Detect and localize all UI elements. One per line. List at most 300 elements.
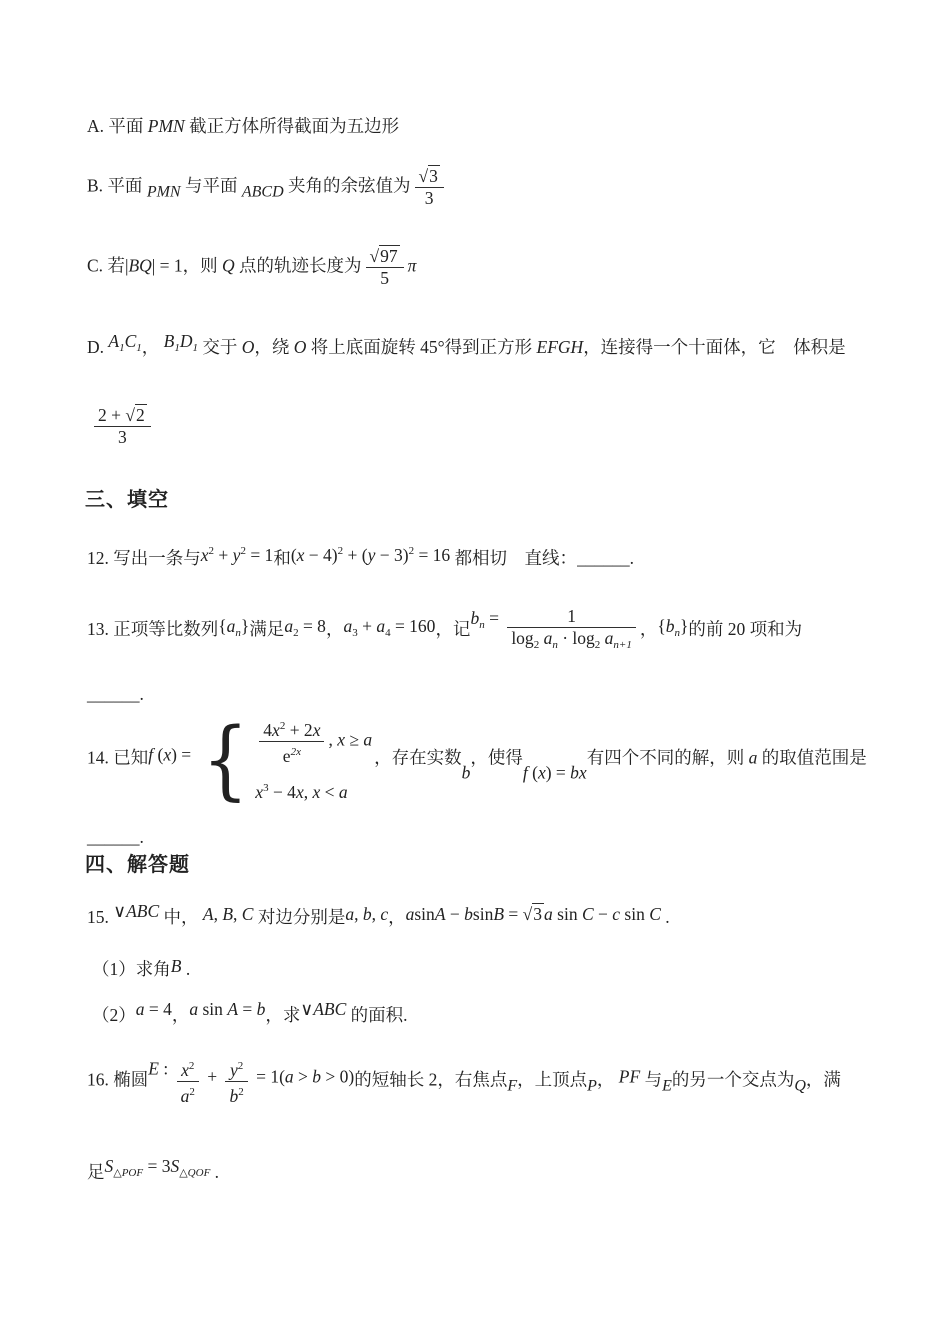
radicand (532, 903, 544, 924)
text-run: Q (222, 255, 235, 276)
text-run: b (312, 1066, 322, 1087)
fraction-denominator (415, 187, 444, 209)
section-heading-solutions: 四、解答题 (85, 854, 190, 876)
fraction (225, 1056, 247, 1107)
question-15 (87, 900, 670, 928)
text-run: F (507, 1077, 518, 1095)
text-run: sin (472, 904, 494, 924)
text-run: 的另一个交点为 (671, 1069, 795, 1090)
text-run: log (572, 628, 595, 648)
question-13-answer-blank: ______. (87, 684, 144, 704)
math-group (148, 745, 195, 765)
option-d (87, 330, 846, 359)
text-run: B (163, 331, 175, 351)
question-15-part-2 (92, 998, 408, 1026)
text-run: ( (290, 545, 297, 565)
radicand (135, 404, 147, 425)
piecewise-row (255, 777, 347, 803)
text-run: f (148, 744, 154, 765)
text-run: 椭圆 (113, 1069, 149, 1090)
text-run: A. (87, 116, 109, 136)
text-run: 14. (87, 747, 114, 768)
math-group (104, 1156, 211, 1179)
option-a (87, 115, 399, 137)
text-run: ) (331, 545, 338, 565)
text-run: ，则 (182, 255, 223, 276)
text-run: 中， (159, 907, 203, 927)
text-run: = 1 (245, 545, 274, 565)
text-run: 3 (429, 166, 438, 186)
text-run: − 4 (304, 545, 332, 565)
text-run: = (504, 904, 523, 924)
text-run: 4 (385, 627, 391, 640)
text-run: a (376, 616, 386, 637)
text-run: 2 (594, 639, 601, 651)
text-run: A (434, 904, 446, 924)
text-run: 2 (135, 405, 145, 425)
text-run: > 0) (321, 1066, 355, 1087)
text-run: ， (171, 1005, 190, 1025)
text-run: 的前 20 项和为 (688, 619, 803, 640)
text-run: ( (153, 744, 164, 765)
text-run: sin (198, 999, 228, 1019)
fraction-denominator (94, 426, 151, 448)
fraction (507, 606, 636, 656)
text-run: b (229, 1086, 239, 1106)
text-run: x (337, 729, 345, 750)
text-run: 3 (533, 904, 543, 924)
text-run: ， (141, 337, 164, 357)
text-run: a (363, 729, 373, 750)
question-15-part-1 (92, 955, 190, 980)
text-run: 平面 (107, 175, 147, 196)
radicand (428, 165, 440, 186)
text-run: b (461, 762, 471, 783)
text-run: 2 (238, 1086, 244, 1098)
text-run: 1 (192, 342, 198, 354)
text-run: PMN (147, 116, 185, 136)
text-run: 夹角的余弦值为 (283, 175, 411, 196)
text-run: ) = (545, 762, 571, 783)
math-group (148, 1059, 172, 1079)
text-run: a (345, 904, 355, 924)
text-run: ) (402, 545, 409, 565)
text-run: ( (361, 545, 368, 565)
text-run: D. (87, 337, 109, 357)
text-run: ， (639, 619, 658, 640)
text-run: c (380, 904, 389, 924)
left-brace-icon: { (201, 709, 249, 810)
fraction-numerator (94, 405, 151, 426)
text-run: > (293, 1066, 313, 1087)
text-run: a (338, 782, 348, 802)
text-run: 2 (237, 1060, 244, 1072)
text-run: 2 (337, 545, 344, 557)
fraction-numerator (259, 716, 324, 741)
text-run: 截正方体所得截面为五边形 (184, 116, 400, 136)
text-run: = 8 (298, 616, 326, 637)
text-run: bx (570, 762, 587, 783)
text-run: 2 (279, 720, 286, 732)
text-run: D (179, 331, 193, 351)
text-run: ≥ (345, 729, 364, 750)
question-16-continued (87, 1155, 219, 1184)
text-run: 2 (293, 627, 299, 640)
math-group (300, 999, 346, 1019)
text-run: = (238, 999, 257, 1019)
square-root (370, 245, 400, 266)
text-run: 足 (87, 1162, 105, 1182)
text-run: B (493, 904, 505, 924)
text-run: } (240, 616, 250, 637)
text-run: x (200, 545, 209, 565)
text-run: 2 (208, 545, 215, 557)
text-run: y (229, 1060, 238, 1080)
text-run: x (537, 762, 546, 783)
text-run: ，使得 (470, 747, 523, 768)
text-run: S (170, 1156, 180, 1176)
text-run: 3 (352, 627, 358, 640)
text-run: + 2 (285, 720, 313, 740)
text-run: , (213, 904, 223, 924)
text-run: , (233, 904, 242, 924)
piecewise-row (255, 716, 372, 767)
question-16 (87, 1056, 841, 1107)
math-group (171, 956, 182, 976)
question-12 (87, 540, 634, 569)
text-run: 已知 (113, 747, 149, 768)
text-run: a (405, 904, 415, 924)
fraction-denominator (225, 1081, 247, 1107)
math-group (291, 545, 450, 565)
text-run: 的面积. (346, 1005, 408, 1025)
text-run: b (362, 904, 372, 924)
fraction-denominator (366, 267, 404, 289)
text-run: x (163, 744, 172, 765)
text-run: A (227, 999, 239, 1019)
text-run: 写出一条与 (113, 548, 201, 568)
text-run: . (210, 1162, 220, 1182)
text-run: x (312, 720, 321, 740)
text-run: 1 (174, 342, 180, 354)
math-group (203, 904, 254, 924)
text-run: n (674, 627, 680, 640)
text-run: f (522, 762, 528, 783)
math-group (507, 1078, 517, 1095)
text-run: B (170, 956, 182, 976)
text-run: 对边分别是 (253, 907, 346, 927)
option-b (87, 166, 448, 209)
text-run: . (181, 959, 191, 979)
text-run: 2 (240, 545, 246, 557)
text-run: ，存在实数 (374, 747, 462, 768)
text-run: y (367, 545, 376, 565)
math-group (470, 608, 504, 632)
math-group (657, 616, 689, 640)
text-run: } (679, 616, 689, 637)
fraction-numerator (366, 246, 404, 267)
text-run: 2 (408, 545, 415, 557)
text-run: 2 (188, 1060, 195, 1072)
text-run: a (748, 747, 758, 768)
text-run: a (226, 616, 236, 637)
text-run: a (189, 999, 199, 1019)
text-run: n (235, 627, 241, 640)
fraction-numerator (507, 606, 636, 627)
text-run: 2 (533, 639, 540, 651)
text-run: b (464, 904, 473, 924)
text-run: ______. (577, 548, 634, 568)
text-run: A (108, 331, 120, 351)
text-run: C (649, 904, 661, 924)
text-run: 将上底面旋转 45°得到正方形 (306, 337, 537, 357)
text-run: n (552, 639, 558, 651)
text-run: O (241, 337, 255, 357)
fraction-denominator (259, 741, 324, 767)
text-run: △POF (113, 1167, 144, 1179)
text-run: 与 (640, 1069, 663, 1090)
text-run: x (272, 720, 280, 740)
square-root (125, 404, 146, 425)
text-run: A (202, 904, 214, 924)
text-run: （1）求角 (92, 959, 171, 979)
text-run: 交于 (198, 337, 242, 357)
text-run: = 160 (390, 616, 436, 637)
text-run: 和 (273, 548, 291, 568)
text-run: 16. (87, 1069, 114, 1090)
math-group (284, 616, 326, 640)
text-run: 2x (290, 746, 301, 758)
math-group (203, 1067, 222, 1087)
math-group (136, 999, 172, 1019)
text-run: △QOF (179, 1167, 211, 1179)
text-run: = 16 (414, 545, 451, 565)
fraction-denominator (507, 627, 636, 656)
text-run: ， (388, 907, 406, 927)
text-run: ，满 (805, 1069, 841, 1090)
math-group (345, 904, 388, 924)
text-run: , (328, 729, 338, 750)
text-run: b (470, 608, 480, 629)
square-root (523, 903, 544, 924)
fraction (366, 246, 404, 289)
fraction (259, 716, 324, 767)
text-run: x (296, 545, 305, 565)
text-run: a (284, 1066, 294, 1087)
text-run: 都相切 直线： (450, 548, 578, 568)
text-run: | = 1 (151, 255, 183, 276)
text-run: 有四个不同的解，则 (586, 747, 749, 768)
text-run: sin (414, 904, 435, 924)
question-14-answer-blank: ______. (87, 827, 144, 847)
math-group (163, 331, 198, 354)
math-group (201, 545, 274, 565)
text-run: | (124, 255, 129, 276)
text-run: Q (794, 1077, 806, 1095)
math-group (794, 1078, 806, 1095)
text-run: π (407, 255, 417, 276)
text-run: EFGH (536, 337, 584, 357)
text-run: log (511, 628, 534, 648)
text-run: 13. (87, 619, 114, 640)
text-run: x (181, 1060, 189, 1080)
text-run: a (343, 616, 353, 637)
text-run: 平面 (108, 116, 148, 136)
text-run: 4 (263, 720, 273, 740)
text-run: 97 (380, 246, 398, 266)
text-run: ，记 (435, 619, 471, 640)
text-run: b (665, 616, 675, 637)
text-run: C (124, 331, 137, 351)
question-14 (87, 709, 867, 810)
text-run: S (104, 1156, 114, 1176)
math-group (343, 616, 436, 640)
text-run: a (543, 628, 553, 648)
piecewise-rows (255, 716, 372, 803)
radical-sign-icon: √ (369, 246, 380, 266)
text-run: . (660, 907, 670, 927)
text-run: ∨ (300, 999, 314, 1019)
text-run: ABC (126, 901, 160, 921)
text-run: b (256, 999, 266, 1019)
section-heading-fill-blanks: 三、填空 (85, 489, 169, 511)
text-run: a (135, 999, 145, 1019)
text-run: + (343, 545, 362, 565)
radical-sign-icon: √ (522, 904, 533, 924)
text-run: c (612, 904, 621, 924)
text-run: : (158, 1058, 173, 1079)
math-group (189, 999, 265, 1019)
text-run: E (148, 1058, 159, 1079)
text-run: a (180, 1086, 190, 1106)
text-run: ，求 (265, 1005, 301, 1025)
text-run: − 4 (268, 782, 296, 802)
text-run: , (354, 904, 363, 924)
text-run: 1 (136, 342, 142, 354)
text-run: a (544, 904, 553, 924)
fraction (94, 405, 151, 448)
radical-sign-icon: √ (125, 405, 135, 425)
math-group (113, 901, 159, 921)
math-group (619, 1067, 640, 1087)
text-run: 若 (107, 255, 125, 276)
text-run: − (445, 904, 465, 924)
text-run: ， (596, 1069, 619, 1090)
text-run: P (587, 1077, 597, 1095)
text-run: , (371, 904, 381, 924)
text-run: + (202, 1066, 222, 1087)
text-run: B (222, 904, 234, 924)
option-c (87, 246, 416, 289)
radical-sign-icon: √ (418, 166, 429, 186)
text-run: PF (618, 1066, 641, 1087)
text-run: C (241, 904, 254, 924)
text-run: 3 (117, 427, 127, 447)
text-run: n (479, 619, 485, 632)
text-run: a (284, 616, 294, 637)
text-run: x (295, 782, 304, 802)
text-run: n+1 (613, 639, 632, 651)
text-run: 正项等比数列 (113, 619, 219, 640)
option-d-value-fraction (90, 405, 155, 448)
text-run: − (593, 904, 613, 924)
text-run: O (293, 337, 307, 357)
fraction-numerator (177, 1056, 199, 1081)
text-run: C (581, 904, 594, 924)
text-run: ，绕 (254, 337, 294, 357)
text-run: ABC (313, 999, 347, 1019)
question-13 (87, 606, 802, 656)
math-group (218, 616, 250, 640)
text-run: ABCD (241, 183, 284, 201)
math-group (108, 331, 142, 354)
text-run: 与平面 (180, 175, 242, 196)
text-run: BQ (128, 255, 152, 276)
text-run: 2 + (98, 405, 126, 425)
text-run: = 4 (144, 999, 172, 1019)
text-run: e (282, 746, 291, 766)
text-run: （2） (92, 1005, 136, 1025)
text-run: + (214, 545, 233, 565)
text-run: PMN (146, 183, 181, 201)
text-run: + (357, 616, 377, 637)
text-run: 5 (380, 268, 389, 288)
text-run: C. (87, 255, 108, 276)
text-run: { (657, 616, 666, 637)
math-group (523, 763, 587, 783)
text-run: y (232, 545, 241, 565)
text-run: 满足 (249, 619, 285, 640)
fraction-numerator (415, 166, 444, 187)
text-run: ∨ (113, 901, 127, 921)
text-run: ，上顶点 (517, 1069, 588, 1090)
fraction (177, 1056, 199, 1107)
text-run: sin (552, 904, 582, 924)
text-run: x (255, 782, 264, 802)
math-group (252, 1067, 355, 1087)
text-run: 3 (263, 782, 269, 794)
math-group (147, 184, 181, 201)
text-run: = 3 (143, 1156, 171, 1176)
text-run: = 1( (251, 1066, 285, 1087)
text-run: 1 (119, 342, 125, 354)
fraction (415, 166, 444, 209)
math-group (587, 1078, 597, 1095)
text-run: B. (87, 175, 108, 196)
math-group (406, 903, 661, 924)
text-run: sin (620, 904, 650, 924)
text-run: 1 (567, 606, 576, 626)
text-run: E (662, 1077, 672, 1095)
text-run: 的取值范围是 (757, 747, 867, 768)
math-group (662, 1078, 672, 1095)
text-run: < (320, 782, 339, 802)
fraction-denominator (177, 1081, 199, 1107)
text-run: ) = (171, 744, 196, 765)
text-run: 12. (87, 548, 114, 568)
text-run: 2 (189, 1086, 195, 1098)
text-run: x (312, 782, 321, 802)
math-group (242, 184, 284, 201)
text-run: 点的轨迹长度为 (234, 255, 362, 276)
radicand (379, 245, 400, 266)
text-run: = (484, 608, 504, 629)
text-run: · (557, 628, 573, 648)
text-run: 的短轴长 2，右焦点 (354, 1069, 508, 1090)
text-run: 3 (424, 188, 434, 208)
square-root (419, 165, 440, 186)
text-run: − 3 (375, 545, 403, 565)
